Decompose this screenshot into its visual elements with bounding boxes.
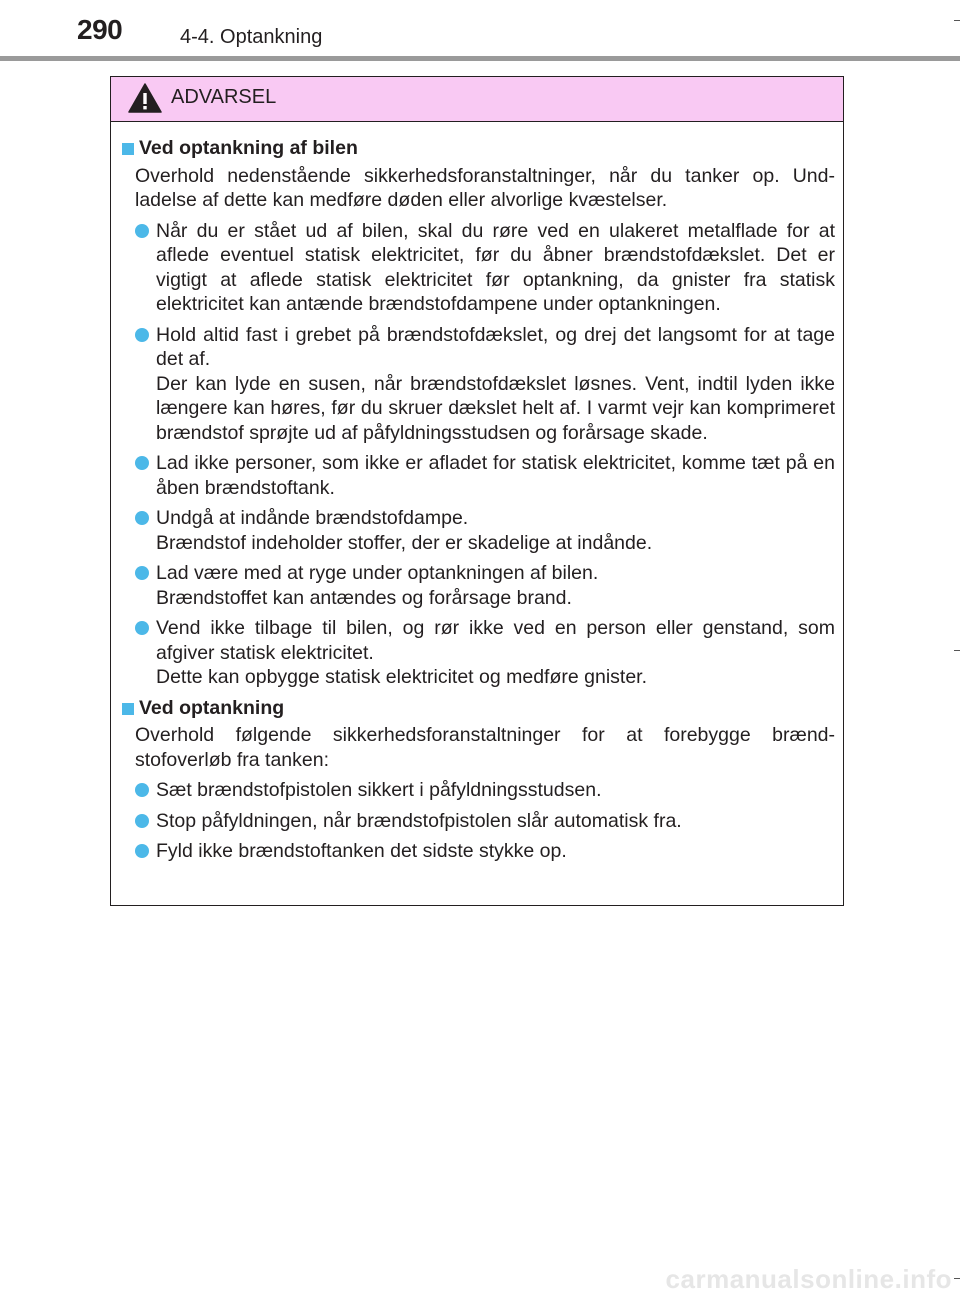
list-item-text: Sæt brændstofpistolen sikkert i påfyldningsstudsen. xyxy=(156,779,602,801)
round-bullet-icon xyxy=(135,328,149,342)
watermark: carmanualsonline.info xyxy=(665,1264,952,1294)
square-bullet-icon xyxy=(122,143,134,155)
round-bullet-icon xyxy=(135,456,149,470)
round-bullet-icon xyxy=(135,224,149,238)
list-item xyxy=(135,561,835,610)
list-item-note: Brændstoffet kan antændes og forårsage brand. xyxy=(156,586,572,609)
page-number: 290 xyxy=(77,14,123,45)
warning-box xyxy=(110,76,844,906)
square-bullet-icon xyxy=(122,703,134,715)
list-item-note: Dette kan opbygge statisk elektricitet og medføre gnister. xyxy=(156,666,647,688)
warning-header xyxy=(111,77,843,122)
crop-mark xyxy=(954,20,960,21)
list-item-note: Der kan lyde en susen, når brændstofdækslet løsnes. Vent, indtil lyden ikke længere kan høres, før du skruer dækslet helt af. I varmt vejr kan komprimeret brændstof sprøjte ud af påfyldningsstudsen og forårsage skade. xyxy=(156,372,835,444)
warning-body xyxy=(111,122,843,864)
list-item-text: Lad være med at ryge under optankningen af bilen. xyxy=(156,562,599,584)
section-title: 4-4. Optankning xyxy=(180,26,323,48)
list-item xyxy=(135,839,835,864)
list-item-text: Vend ikke tilbage til bilen, og rør ikke ved en person eller genstand, som afgiver statisk elektricitet. xyxy=(156,617,835,664)
list-item xyxy=(135,506,835,555)
header-rule xyxy=(0,56,960,61)
round-bullet-icon xyxy=(135,783,149,797)
list-item-text: Fyld ikke brændstoftanken det sidste stykke op. xyxy=(156,840,567,862)
section-heading-text: Ved optankning xyxy=(139,696,285,719)
round-bullet-icon xyxy=(135,511,149,525)
list-item xyxy=(135,323,835,446)
list-item-text: Hold altid fast i grebet på brændstofdækslet, og drej det langsomt for at tage det af. xyxy=(156,323,835,370)
warning-triangle-icon xyxy=(128,83,162,113)
section-heading xyxy=(119,696,835,721)
section-intro: Overhold nedenstående sikkerhedsforanstaltninger, når du tanker op. Und-ladelse af dette kan medføre døden eller alvorlige kvæstelser. xyxy=(135,164,835,211)
crop-mark xyxy=(954,1278,960,1279)
round-bullet-icon xyxy=(135,844,149,858)
round-bullet-icon xyxy=(135,566,149,580)
section-heading-text: Ved optankning af bilen xyxy=(139,137,358,159)
list-item-text: Lad ikke personer, som ikke er afladet for statisk elektricitet, komme tæt på en åben brændstoftank. xyxy=(156,452,835,499)
warning-title: ADVARSEL xyxy=(171,86,277,108)
list-item-text: Stop påfyldningen, når brændstofpistolen slår automatisk fra. xyxy=(156,809,682,832)
list-item xyxy=(135,451,835,500)
crop-mark xyxy=(954,650,960,651)
list-item xyxy=(135,809,835,834)
list-item xyxy=(135,778,835,803)
list-item-text: Undgå at indånde brændstofdampe. xyxy=(156,507,469,529)
round-bullet-icon xyxy=(135,621,149,635)
page-header xyxy=(0,0,960,62)
section-heading xyxy=(119,136,835,161)
list-item-note: Brændstof indeholder stoffer, der er skadelige at indånde. xyxy=(156,531,653,554)
section-intro: Overhold følgende sikkerhedsforanstaltninger for at forebygge brænd-stofoverløb fra tanken: xyxy=(135,724,835,771)
list-item xyxy=(135,219,835,317)
list-item-text: Når du er stået ud af bilen, skal du røre ved en ulakeret metalflade for at aflede eventuel statisk elektricitet, før du åbner brændstofdækslet. Det er vigtigt at aflede statisk elektricitet før optankning, da gnister fra statisk elektricitet kan antænde brændstofdampene under optankningen. xyxy=(156,219,835,315)
list-item xyxy=(135,616,835,690)
round-bullet-icon xyxy=(135,814,149,828)
